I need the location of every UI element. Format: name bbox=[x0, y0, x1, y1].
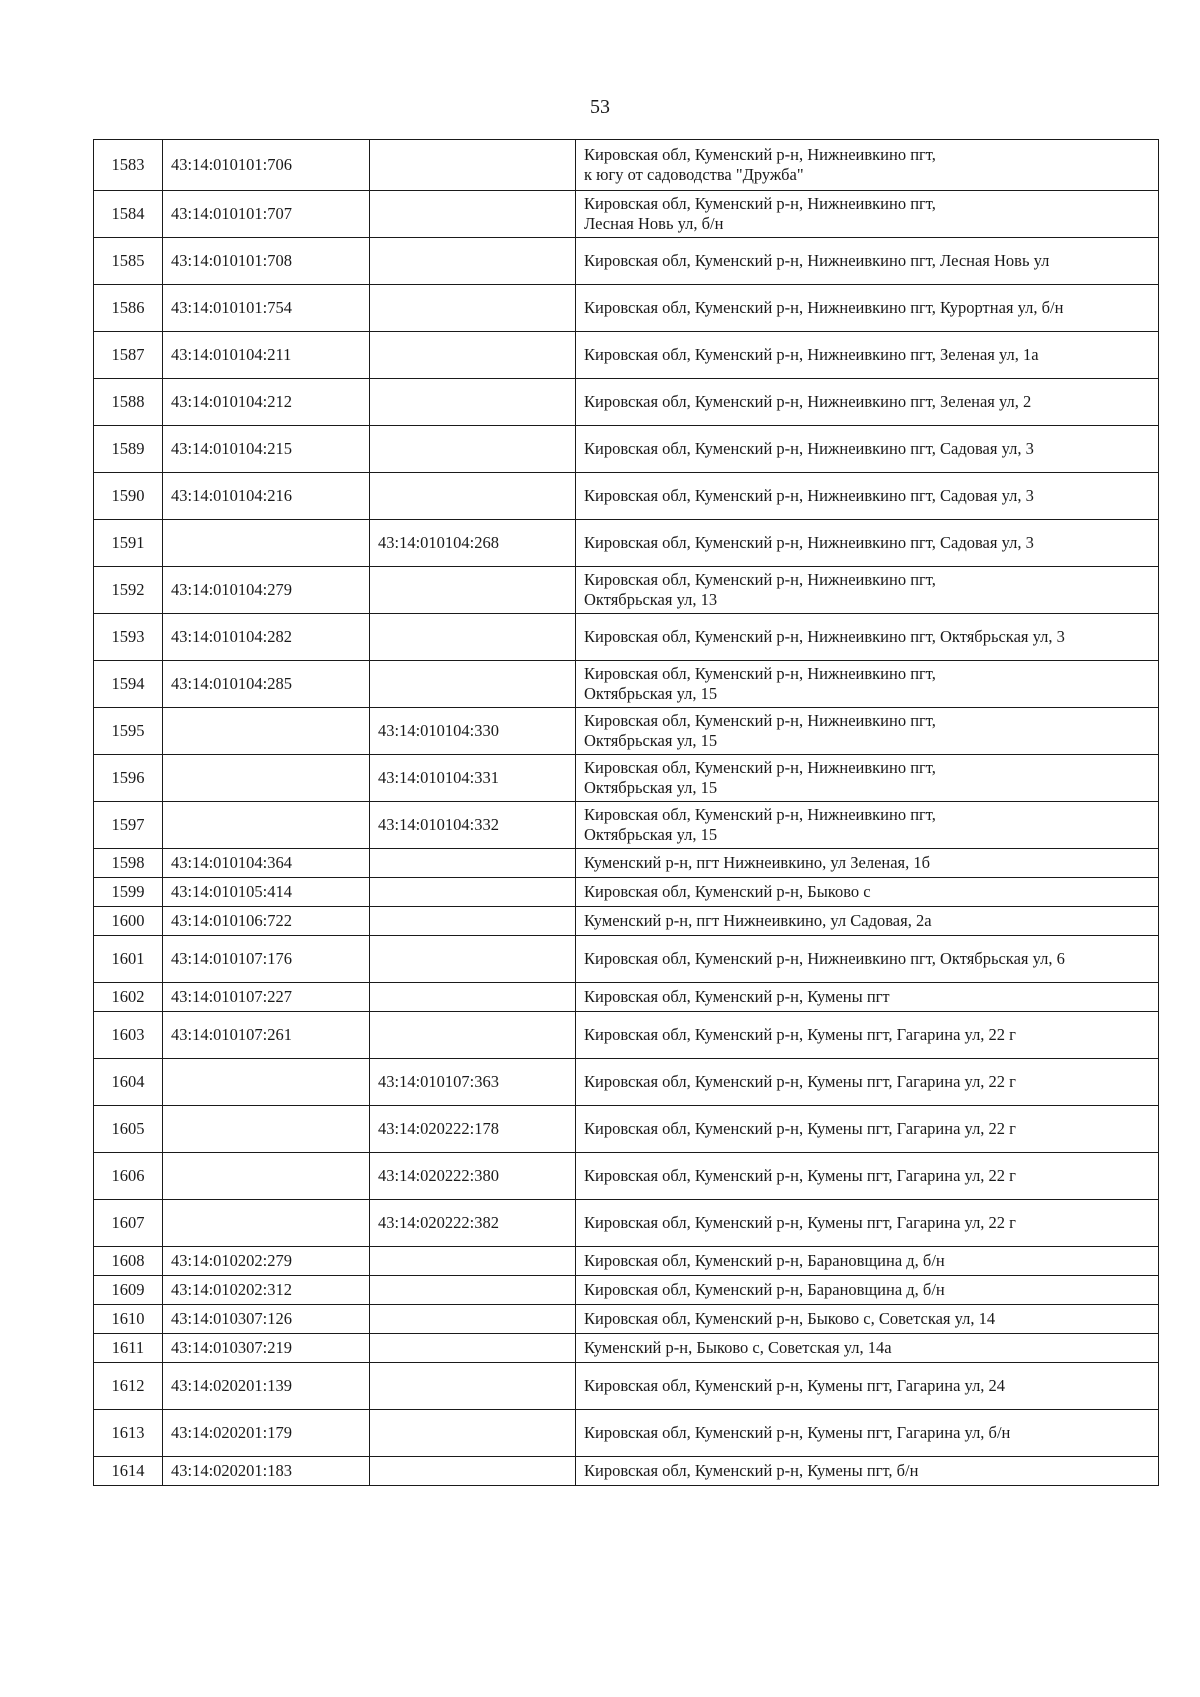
page-number: 53 bbox=[590, 96, 610, 118]
address-line: Кировская обл, Куменский р-н, Нижнеивкино пгт, Садовая ул, 3 bbox=[584, 439, 1034, 458]
address-line: Кировская обл, Куменский р-н, Нижнеивкино пгт, bbox=[584, 145, 936, 164]
cadastral-number-cell bbox=[163, 520, 370, 567]
row-number-cell: 1585 bbox=[94, 238, 163, 285]
table-row bbox=[94, 1247, 1159, 1276]
cadastral-number-cell: 43:14:010104:211 bbox=[163, 332, 370, 379]
row-number-cell: 1603 bbox=[94, 1012, 163, 1059]
address-cell bbox=[576, 1153, 1159, 1200]
address-line: Кировская обл, Куменский р-н, Нижнеивкино пгт, Курортная ул, б/н bbox=[584, 298, 1064, 317]
table-row bbox=[94, 332, 1159, 379]
related-cadastral-number-cell bbox=[370, 1305, 576, 1334]
related-cadastral-number-cell: 43:14:010104:330 bbox=[370, 708, 576, 755]
address-cell bbox=[576, 1410, 1159, 1457]
address-line: Кировская обл, Куменский р-н, Нижнеивкино пгт, Садовая ул, 3 bbox=[584, 486, 1034, 505]
address-line: Кировская обл, Куменский р-н, Кумены пгт, Гагарина ул, б/н bbox=[584, 1423, 1011, 1442]
table-row bbox=[94, 708, 1159, 755]
table-row bbox=[94, 567, 1159, 614]
address-line: Кировская обл, Куменский р-н, Кумены пгт, Гагарина ул, 22 г bbox=[584, 1119, 1016, 1138]
table-row bbox=[94, 1153, 1159, 1200]
table-row bbox=[94, 936, 1159, 983]
related-cadastral-number-cell bbox=[370, 1276, 576, 1305]
cadastral-number-cell bbox=[163, 1153, 370, 1200]
address-line: Кировская обл, Куменский р-н, Кумены пгт, Гагарина ул, 22 г bbox=[584, 1072, 1016, 1091]
address-line: Кировская обл, Куменский р-н, Нижнеивкино пгт, bbox=[584, 758, 936, 777]
related-cadastral-number-cell bbox=[370, 426, 576, 473]
table-row bbox=[94, 1363, 1159, 1410]
cadastral-number-cell bbox=[163, 802, 370, 849]
row-number-cell: 1612 bbox=[94, 1363, 163, 1410]
cadastral-number-cell: 43:14:010101:707 bbox=[163, 191, 370, 238]
address-cell bbox=[576, 1363, 1159, 1410]
address-line: Кировская обл, Куменский р-н, Нижнеивкино пгт, Зеленая ул, 2 bbox=[584, 392, 1032, 411]
related-cadastral-number-cell bbox=[370, 1012, 576, 1059]
related-cadastral-number-cell: 43:14:020222:382 bbox=[370, 1200, 576, 1247]
cadastral-number-cell bbox=[163, 755, 370, 802]
row-number-cell: 1609 bbox=[94, 1276, 163, 1305]
related-cadastral-number-cell bbox=[370, 1457, 576, 1486]
address-cell bbox=[576, 426, 1159, 473]
row-number-cell: 1595 bbox=[94, 708, 163, 755]
row-number-cell: 1584 bbox=[94, 191, 163, 238]
row-number-cell: 1591 bbox=[94, 520, 163, 567]
row-number-cell: 1588 bbox=[94, 379, 163, 426]
address-line: Кировская обл, Куменский р-н, Кумены пгт, Гагарина ул, 22 г bbox=[584, 1166, 1016, 1185]
related-cadastral-number-cell: 43:14:020222:178 bbox=[370, 1106, 576, 1153]
address-line: Кировская обл, Куменский р-н, Быково с, Советская ул, 14 bbox=[584, 1309, 996, 1328]
address-cell bbox=[576, 191, 1159, 238]
row-number-cell: 1590 bbox=[94, 473, 163, 520]
address-line: Кировская обл, Куменский р-н, Нижнеивкино пгт, bbox=[584, 805, 936, 824]
table-row bbox=[94, 238, 1159, 285]
address-cell bbox=[576, 567, 1159, 614]
address-cell bbox=[576, 1247, 1159, 1276]
cadastral-number-cell: 43:14:010104:216 bbox=[163, 473, 370, 520]
address-line: Кировская обл, Куменский р-н, Нижнеивкино пгт, bbox=[584, 664, 936, 683]
cadastral-number-cell: 43:14:020201:183 bbox=[163, 1457, 370, 1486]
cadastral-number-cell: 43:14:010101:754 bbox=[163, 285, 370, 332]
related-cadastral-number-cell bbox=[370, 907, 576, 936]
cadastral-number-cell: 43:14:010106:722 bbox=[163, 907, 370, 936]
cadastral-number-cell: 43:14:010104:279 bbox=[163, 567, 370, 614]
address-line: Кировская обл, Куменский р-н, Кумены пгт, Гагарина ул, 24 bbox=[584, 1376, 1006, 1395]
row-number-cell: 1597 bbox=[94, 802, 163, 849]
row-number-cell: 1583 bbox=[94, 140, 163, 191]
table-row bbox=[94, 1457, 1159, 1486]
related-cadastral-number-cell bbox=[370, 983, 576, 1012]
address-line: Кировская обл, Куменский р-н, Нижнеивкино пгт, bbox=[584, 194, 936, 213]
related-cadastral-number-cell bbox=[370, 567, 576, 614]
table-row bbox=[94, 379, 1159, 426]
table-row bbox=[94, 473, 1159, 520]
address-line: к югу от садоводства "Дружба" bbox=[584, 165, 804, 184]
row-number-cell: 1602 bbox=[94, 983, 163, 1012]
cadastral-number-cell: 43:14:020201:179 bbox=[163, 1410, 370, 1457]
address-cell bbox=[576, 708, 1159, 755]
table-row bbox=[94, 878, 1159, 907]
address-cell bbox=[576, 1457, 1159, 1486]
address-cell bbox=[576, 1305, 1159, 1334]
row-number-cell: 1587 bbox=[94, 332, 163, 379]
related-cadastral-number-cell bbox=[370, 1247, 576, 1276]
address-cell bbox=[576, 983, 1159, 1012]
address-line: Кировская обл, Куменский р-н, Нижнеивкино пгт, Лесная Новь ул bbox=[584, 251, 1050, 270]
row-number-cell: 1605 bbox=[94, 1106, 163, 1153]
cadastral-number-cell: 43:14:010105:414 bbox=[163, 878, 370, 907]
address-cell bbox=[576, 849, 1159, 878]
address-cell bbox=[576, 878, 1159, 907]
row-number-cell: 1586 bbox=[94, 285, 163, 332]
address-line: Октябрьская ул, 15 bbox=[584, 778, 718, 797]
address-cell bbox=[576, 802, 1159, 849]
registry-table bbox=[93, 139, 1159, 1486]
address-cell bbox=[576, 238, 1159, 285]
address-line: Кировская обл, Куменский р-н, Нижнеивкино пгт, bbox=[584, 711, 936, 730]
cadastral-number-cell: 43:14:010104:285 bbox=[163, 661, 370, 708]
row-number-cell: 1610 bbox=[94, 1305, 163, 1334]
cadastral-number-cell: 43:14:010104:215 bbox=[163, 426, 370, 473]
related-cadastral-number-cell bbox=[370, 614, 576, 661]
address-line: Куменский р-н, пгт Нижнеивкино, ул Садовая, 2а bbox=[584, 911, 932, 930]
related-cadastral-number-cell bbox=[370, 238, 576, 285]
row-number-cell: 1607 bbox=[94, 1200, 163, 1247]
table-row bbox=[94, 1305, 1159, 1334]
cadastral-number-cell: 43:14:010202:279 bbox=[163, 1247, 370, 1276]
cadastral-number-cell: 43:14:020201:139 bbox=[163, 1363, 370, 1410]
cadastral-number-cell: 43:14:010307:219 bbox=[163, 1334, 370, 1363]
address-line: Лесная Новь ул, б/н bbox=[584, 214, 724, 233]
related-cadastral-number-cell bbox=[370, 379, 576, 426]
address-cell bbox=[576, 473, 1159, 520]
address-line: Кировская обл, Куменский р-н, Нижнеивкино пгт, bbox=[584, 570, 936, 589]
table-row bbox=[94, 520, 1159, 567]
cadastral-number-cell bbox=[163, 1059, 370, 1106]
table-row bbox=[94, 1276, 1159, 1305]
row-number-cell: 1593 bbox=[94, 614, 163, 661]
address-line: Кировская обл, Куменский р-н, Нижнеивкино пгт, Садовая ул, 3 bbox=[584, 533, 1034, 552]
table-row bbox=[94, 285, 1159, 332]
address-cell bbox=[576, 1200, 1159, 1247]
related-cadastral-number-cell bbox=[370, 1363, 576, 1410]
table-row bbox=[94, 907, 1159, 936]
row-number-cell: 1596 bbox=[94, 755, 163, 802]
cadastral-number-cell bbox=[163, 708, 370, 755]
cadastral-number-cell: 43:14:010101:708 bbox=[163, 238, 370, 285]
row-number-cell: 1598 bbox=[94, 849, 163, 878]
cadastral-number-cell bbox=[163, 1106, 370, 1153]
related-cadastral-number-cell bbox=[370, 285, 576, 332]
table-row bbox=[94, 1334, 1159, 1363]
table-row bbox=[94, 1059, 1159, 1106]
cadastral-number-cell: 43:14:010107:227 bbox=[163, 983, 370, 1012]
address-line: Кировская обл, Куменский р-н, Кумены пгт, Гагарина ул, 22 г bbox=[584, 1025, 1016, 1044]
row-number-cell: 1611 bbox=[94, 1334, 163, 1363]
related-cadastral-number-cell bbox=[370, 878, 576, 907]
address-cell bbox=[576, 1334, 1159, 1363]
address-line: Октябрьская ул, 15 bbox=[584, 684, 718, 703]
table-row bbox=[94, 614, 1159, 661]
table-row bbox=[94, 755, 1159, 802]
cadastral-number-cell: 43:14:010307:126 bbox=[163, 1305, 370, 1334]
row-number-cell: 1594 bbox=[94, 661, 163, 708]
row-number-cell: 1604 bbox=[94, 1059, 163, 1106]
cadastral-number-cell: 43:14:010107:176 bbox=[163, 936, 370, 983]
cadastral-number-cell: 43:14:010104:364 bbox=[163, 849, 370, 878]
related-cadastral-number-cell bbox=[370, 473, 576, 520]
address-line: Кировская обл, Куменский р-н, Нижнеивкино пгт, Зеленая ул, 1а bbox=[584, 345, 1039, 364]
address-line: Кировская обл, Куменский р-н, Кумены пгт bbox=[584, 987, 890, 1006]
related-cadastral-number-cell bbox=[370, 936, 576, 983]
address-cell bbox=[576, 520, 1159, 567]
address-line: Кировская обл, Куменский р-н, Кумены пгт, Гагарина ул, 22 г bbox=[584, 1213, 1016, 1232]
address-cell bbox=[576, 1059, 1159, 1106]
address-line: Куменский р-н, пгт Нижнеивкино, ул Зеленая, 1б bbox=[584, 853, 931, 872]
related-cadastral-number-cell bbox=[370, 191, 576, 238]
address-cell bbox=[576, 1276, 1159, 1305]
row-number-cell: 1613 bbox=[94, 1410, 163, 1457]
row-number-cell: 1599 bbox=[94, 878, 163, 907]
table-row bbox=[94, 1106, 1159, 1153]
related-cadastral-number-cell bbox=[370, 661, 576, 708]
address-line: Октябрьская ул, 15 bbox=[584, 825, 718, 844]
cadastral-number-cell: 43:14:010202:312 bbox=[163, 1276, 370, 1305]
address-line: Кировская обл, Куменский р-н, Барановщина д, б/н bbox=[584, 1280, 945, 1299]
related-cadastral-number-cell bbox=[370, 1410, 576, 1457]
registry-body bbox=[94, 140, 1159, 1486]
related-cadastral-number-cell: 43:14:010104:332 bbox=[370, 802, 576, 849]
cadastral-number-cell: 43:14:010104:282 bbox=[163, 614, 370, 661]
row-number-cell: 1606 bbox=[94, 1153, 163, 1200]
cadastral-number-cell bbox=[163, 1200, 370, 1247]
table-row bbox=[94, 849, 1159, 878]
row-number-cell: 1592 bbox=[94, 567, 163, 614]
cadastral-number-cell: 43:14:010104:212 bbox=[163, 379, 370, 426]
address-cell bbox=[576, 1012, 1159, 1059]
address-cell bbox=[576, 614, 1159, 661]
related-cadastral-number-cell: 43:14:010104:268 bbox=[370, 520, 576, 567]
related-cadastral-number-cell: 43:14:020222:380 bbox=[370, 1153, 576, 1200]
address-cell bbox=[576, 907, 1159, 936]
address-cell bbox=[576, 661, 1159, 708]
related-cadastral-number-cell bbox=[370, 332, 576, 379]
address-line: Кировская обл, Куменский р-н, Быково с bbox=[584, 882, 871, 901]
related-cadastral-number-cell bbox=[370, 140, 576, 191]
address-line: Кировская обл, Куменский р-н, Кумены пгт, б/н bbox=[584, 1461, 919, 1480]
table-row bbox=[94, 426, 1159, 473]
address-line: Октябрьская ул, 15 bbox=[584, 731, 718, 750]
address-cell bbox=[576, 755, 1159, 802]
address-cell bbox=[576, 332, 1159, 379]
table-row bbox=[94, 802, 1159, 849]
address-cell bbox=[576, 379, 1159, 426]
cadastral-number-cell: 43:14:010107:261 bbox=[163, 1012, 370, 1059]
address-line: Кировская обл, Куменский р-н, Нижнеивкино пгт, Октябрьская ул, 6 bbox=[584, 949, 1065, 968]
table-row bbox=[94, 661, 1159, 708]
address-line: Кировская обл, Куменский р-н, Барановщина д, б/н bbox=[584, 1251, 945, 1270]
table-row bbox=[94, 983, 1159, 1012]
row-number-cell: 1614 bbox=[94, 1457, 163, 1486]
row-number-cell: 1589 bbox=[94, 426, 163, 473]
table-row bbox=[94, 1410, 1159, 1457]
related-cadastral-number-cell bbox=[370, 849, 576, 878]
related-cadastral-number-cell: 43:14:010104:331 bbox=[370, 755, 576, 802]
related-cadastral-number-cell bbox=[370, 1334, 576, 1363]
row-number-cell: 1600 bbox=[94, 907, 163, 936]
address-line: Кировская обл, Куменский р-н, Нижнеивкино пгт, Октябрьская ул, 3 bbox=[584, 627, 1065, 646]
related-cadastral-number-cell: 43:14:010107:363 bbox=[370, 1059, 576, 1106]
address-cell bbox=[576, 140, 1159, 191]
address-cell bbox=[576, 1106, 1159, 1153]
address-cell bbox=[576, 936, 1159, 983]
table-row bbox=[94, 1012, 1159, 1059]
table-row bbox=[94, 191, 1159, 238]
row-number-cell: 1601 bbox=[94, 936, 163, 983]
cadastral-number-cell: 43:14:010101:706 bbox=[163, 140, 370, 191]
address-line: Куменский р-н, Быково с, Советская ул, 14а bbox=[584, 1338, 892, 1357]
address-line: Октябрьская ул, 13 bbox=[584, 590, 718, 609]
address-cell bbox=[576, 285, 1159, 332]
table-row bbox=[94, 140, 1159, 191]
row-number-cell: 1608 bbox=[94, 1247, 163, 1276]
table-row bbox=[94, 1200, 1159, 1247]
